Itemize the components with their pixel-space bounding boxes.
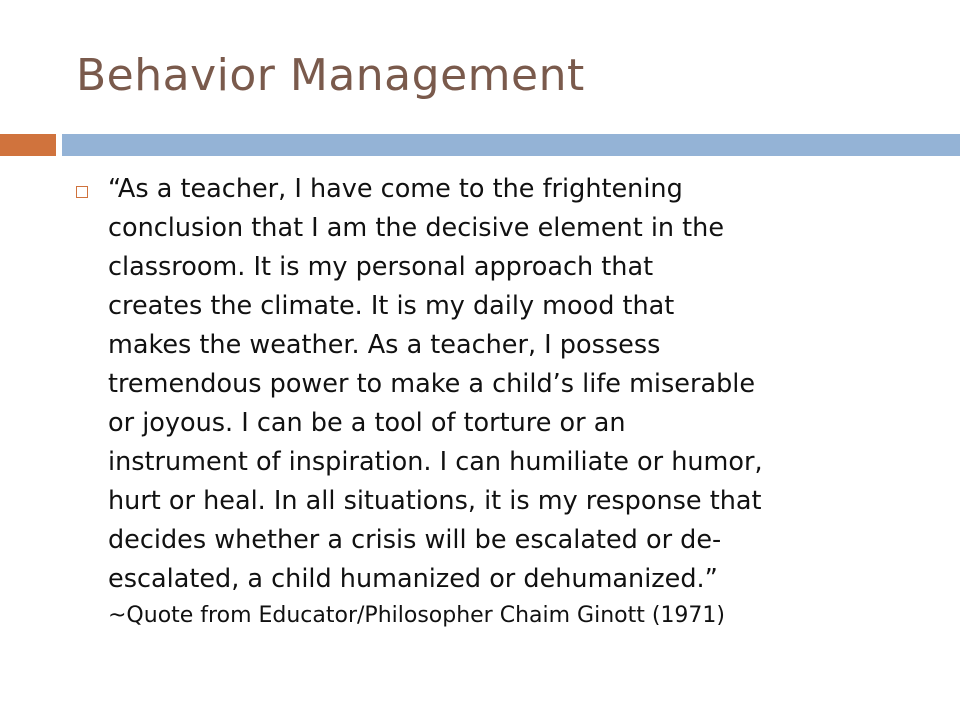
quote-line: conclusion that I am the decisive element in the	[108, 213, 725, 243]
quote-line: or joyous. I can be a tool of torture or an	[108, 408, 626, 438]
quote-text	[108, 170, 908, 633]
quote-line: instrument of inspiration. I can humiliate or humor,	[108, 447, 763, 477]
quote-line: classroom. It is my personal approach that	[108, 252, 654, 282]
accent-bar-orange	[0, 134, 56, 156]
quote-line: escalated, a child humanized or dehumanized.”	[108, 564, 718, 594]
accent-bar-blue	[62, 134, 960, 156]
quote-line: hurt or heal. In all situations, it is my response that	[108, 486, 762, 516]
quote-line: makes the weather. As a teacher, I possess	[108, 330, 661, 360]
quote-line: creates the climate. It is my daily mood that	[108, 291, 675, 321]
square-bullet-icon	[76, 186, 88, 198]
quote-attribution: ~Quote from Educator/Philosopher Chaim Ginott (1971)	[108, 603, 726, 628]
quote-line: tremendous power to make a child’s life miserable	[108, 369, 756, 399]
slide-title: Behavior Management	[76, 50, 585, 101]
quote-line: “As a teacher, I have come to the frightening	[108, 174, 683, 204]
quote-line: decides whether a crisis will be escalated or de-	[108, 525, 722, 555]
